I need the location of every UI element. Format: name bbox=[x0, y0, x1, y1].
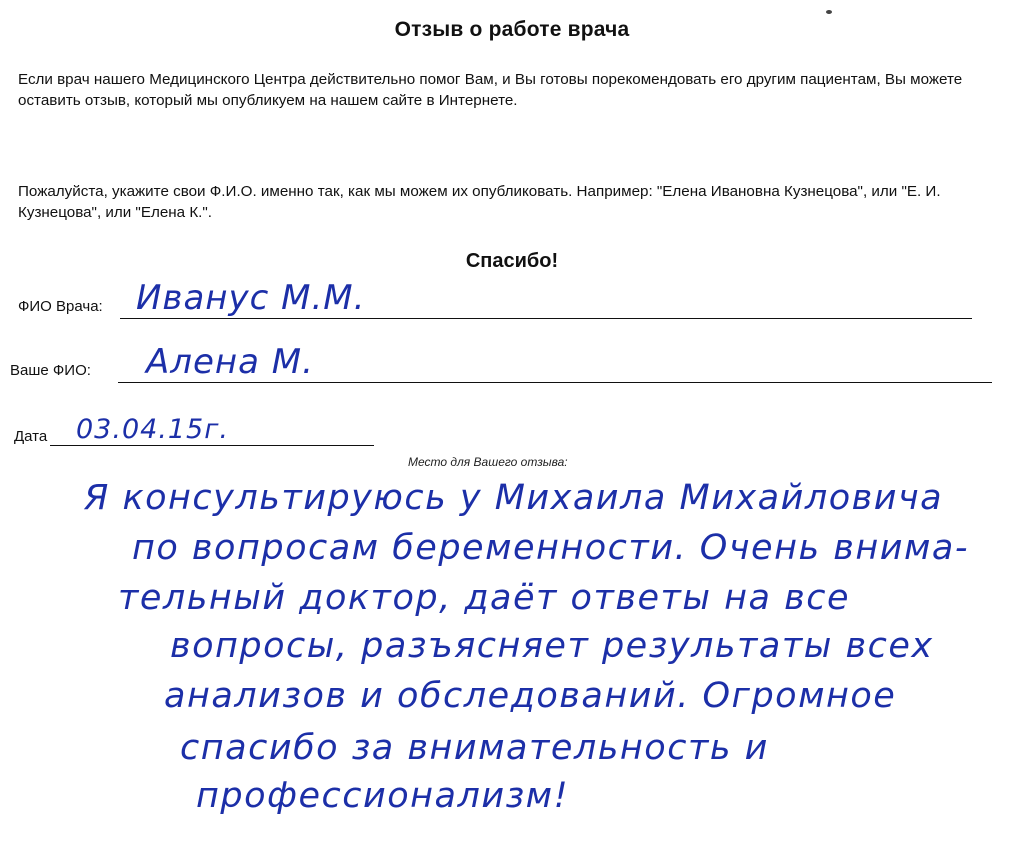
patient-name-label: Ваше ФИО: bbox=[10, 362, 91, 379]
thanks-heading: Спасибо! bbox=[465, 250, 559, 272]
name-format-paragraph: Пожалуйста, укажите свои Ф.И.О. именно так, как мы можем их опубликовать. Например: "Елена Ивановна Кузнецова", или "Е. И. Кузнецова", или "Елена К.". bbox=[18, 183, 941, 221]
date-value: 03.04.15г. bbox=[76, 414, 230, 445]
doctor-name-label: ФИО Врача: bbox=[18, 298, 103, 315]
review-line-3: тельный доктор, даёт ответы на все bbox=[118, 578, 850, 618]
review-line-7: профессионализм! bbox=[196, 776, 570, 816]
form-title: Отзыв о работе врача bbox=[394, 18, 630, 41]
review-line-6: спасибо за внимательность и bbox=[180, 728, 769, 768]
review-caption: Место для Вашего отзыва: bbox=[408, 455, 568, 469]
date-label: Дата bbox=[14, 428, 48, 445]
intro-paragraph: Если врач нашего Медицинского Центра действительно помог Вам, и Вы готовы порекомендовать его другим пациентам, Вы можете оставить отзыв, который мы опубликуем на нашем сайте в Интернете. bbox=[18, 71, 963, 109]
scan-dot bbox=[826, 10, 832, 14]
date-line bbox=[50, 445, 374, 446]
review-line-2: по вопросам беременности. Очень внима- bbox=[132, 528, 969, 568]
patient-name-value: Алена М. bbox=[146, 342, 314, 382]
doctor-name-value: Иванус М.М. bbox=[136, 278, 366, 318]
review-line-1: Я консультируюсь у Михаила Михайловича bbox=[84, 478, 944, 518]
patient-name-line bbox=[118, 382, 992, 383]
doctor-name-line bbox=[120, 318, 972, 319]
review-line-5: анализов и обследований. Огромное bbox=[164, 676, 897, 716]
review-line-4: вопросы, разъясняет результаты всех bbox=[170, 626, 934, 666]
